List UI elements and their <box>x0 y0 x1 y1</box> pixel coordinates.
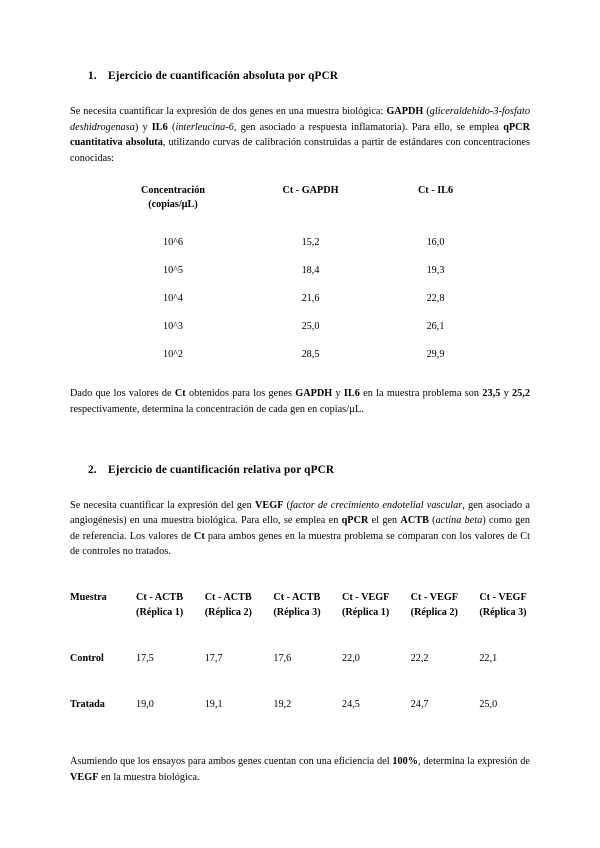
header-ct-actb-2-line1: Ct - ACTB <box>204 591 252 603</box>
section-2-title: Ejercicio de cuantificación relativa por qPCR <box>108 463 335 476</box>
header-ct-vegf-1-line1: Ct - VEGF <box>342 591 390 603</box>
section-1-closing-paragraph: Dado que los valores de Ct obtenidos para los genes GAPDH y IL6 en la muestra problema son 23,5 y 25,2 respectivamente, determina la concentración de cada gen en copias/µL. <box>70 388 531 415</box>
cell-ct-gapdh: 18,4 <box>301 264 320 276</box>
absolute-quantification-table <box>98 184 498 368</box>
cell-actb-3: 19,2 <box>273 699 292 711</box>
table-row <box>70 682 548 728</box>
section-2-number: 2. <box>88 463 97 476</box>
header-ct-vegf-3 <box>479 590 548 636</box>
header-ct-actb-1-line2: (Réplica 1) <box>136 606 184 618</box>
cell-ct-gapdh: 25,0 <box>301 320 320 332</box>
cell-vegf-2: 22,2 <box>410 653 429 665</box>
section-2-heading <box>88 464 530 476</box>
cell-actb-1: 17,5 <box>136 653 154 665</box>
header-ct-vegf-2-line2: (Réplica 2) <box>410 606 458 618</box>
header-ct-gapdh: Ct - GAPDH <box>282 185 339 197</box>
header-concentration <box>98 184 248 220</box>
header-ct-actb-2 <box>205 590 274 636</box>
relative-quantification-table <box>70 590 548 728</box>
cell-actb-1: 19,0 <box>136 699 154 711</box>
cell-actb-2: 17,7 <box>204 653 223 665</box>
table-row <box>98 256 498 284</box>
table-row <box>98 340 498 368</box>
cell-actb-3: 17,6 <box>273 653 292 665</box>
cell-ct-il6: 26,1 <box>426 320 445 332</box>
section-2-closing-paragraph: Asumiendo que los ensayos para ambos genes cuentan con una eficiencia del 100%, determina la expresión de VEGF en la muestra biológica. <box>70 755 531 783</box>
section-2-intro-paragraph: Se necesita cuantificar la expresión del gen VEGF (factor de crecimiento endotelial vascular, gen asociado a angiogénesis) en una muestra biológica. Para ello, se emplea en qPCR el gen ACTB (actina beta) como gen de referencia. Los valores de Ct para ambos genes en la muestra problema se comparan con los valores de Ct de controles no tratados. <box>70 499 530 558</box>
section-1-heading <box>88 70 530 82</box>
cell-ct-gapdh: 15,2 <box>301 236 320 248</box>
header-ct-actb-2-line2: (Réplica 2) <box>204 606 252 618</box>
table-header-row <box>98 184 498 220</box>
cell-ct-gapdh: 28,5 <box>301 348 320 360</box>
header-concentration-line2: (copias/µL) <box>148 199 198 211</box>
cell-ct-il6: 29,9 <box>426 348 445 360</box>
cell-sample: Tratada <box>70 699 105 711</box>
document-content <box>70 70 530 785</box>
section-1-number: 1. <box>88 70 97 82</box>
cell-concentration: 10^3 <box>162 320 184 332</box>
header-ct-il6: Ct - IL6 <box>417 185 454 197</box>
header-ct-vegf-1 <box>342 590 411 636</box>
header-ct-actb-3 <box>273 590 342 636</box>
table-header-row <box>70 590 548 636</box>
table-row <box>98 284 498 312</box>
cell-ct-il6: 19,3 <box>426 264 445 276</box>
table-row <box>98 220 498 256</box>
cell-vegf-1: 24,5 <box>342 699 360 711</box>
header-ct-actb-3-line1: Ct - ACTB <box>273 591 321 603</box>
cell-concentration: 10^4 <box>162 292 184 304</box>
cell-concentration: 10^6 <box>162 236 184 248</box>
section-1-title: Ejercicio de cuantificación absoluta por qPCR <box>108 70 339 82</box>
section-1-intro-paragraph: Se necesita cuantificar la expresión de dos genes en una muestra biológica: GAPDH (gliceraldehído-3-fosfato deshidrogenasa) y IL6 (interleucina-6, gen asociado a respuesta inflamatoria). Para ello, se emplea qPCR cuantitativa absoluta, utilizando curvas de calibración construidas a partir de estándares con concentraciones conocidas: <box>70 106 531 164</box>
table-row <box>98 312 498 340</box>
header-ct-vegf-2-line1: Ct - VEGF <box>410 591 459 603</box>
table-row <box>70 636 548 682</box>
header-ct-actb-3-line2: (Réplica 3) <box>273 606 321 618</box>
cell-actb-2: 19,1 <box>204 699 223 711</box>
cell-vegf-3: 22,1 <box>479 653 498 665</box>
header-ct-vegf-3-line2: (Réplica 3) <box>479 606 527 618</box>
cell-concentration: 10^2 <box>162 348 184 360</box>
cell-vegf-1: 22,0 <box>342 653 360 665</box>
cell-vegf-2: 24,7 <box>410 699 429 711</box>
header-ct-vegf-3-line1: Ct - VEGF <box>479 591 527 603</box>
cell-ct-il6: 16,0 <box>426 236 445 248</box>
cell-concentration: 10^5 <box>162 264 184 276</box>
header-concentration-line1: Concentración <box>141 185 205 197</box>
header-ct-vegf-1-line2: (Réplica 1) <box>342 606 390 618</box>
header-ct-actb-1-line1: Ct - ACTB <box>136 591 184 603</box>
cell-ct-gapdh: 21,6 <box>301 292 320 304</box>
header-ct-actb-1 <box>136 590 205 636</box>
cell-vegf-3: 25,0 <box>479 699 498 711</box>
header-muestra: Muestra <box>70 591 107 603</box>
header-ct-vegf-2 <box>411 590 480 636</box>
cell-sample: Control <box>70 653 104 665</box>
cell-ct-il6: 22,8 <box>426 292 445 304</box>
